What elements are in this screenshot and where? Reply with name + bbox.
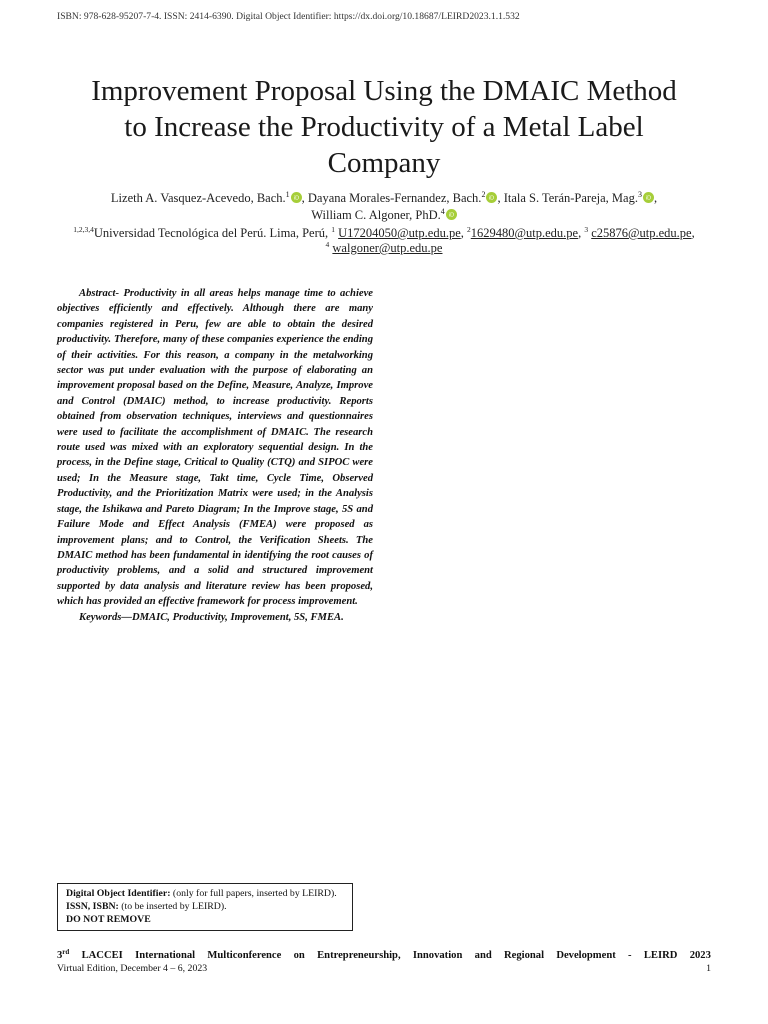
author-sep-2: , <box>497 191 504 205</box>
footer-sup: rd <box>62 948 70 956</box>
email-link-1[interactable]: U17204050@utp.edu.pe <box>338 226 461 240</box>
author-3-name: Itala S. Terán-Pareja, Mag. <box>503 191 638 205</box>
footer-row-2 <box>57 963 711 974</box>
affiliation-text: Universidad Tecnológica del Perú. Lima, Perú, <box>93 226 332 240</box>
footer-word: and <box>474 950 492 961</box>
author-sep-1: , <box>301 191 308 205</box>
email-link-2[interactable]: 1629480@utp.edu.pe <box>470 226 579 240</box>
svg-text:iD: iD <box>293 195 299 202</box>
author-1-name: Lizeth A. Vasquez-Acevedo, Bach. <box>110 191 286 205</box>
abstract-section <box>57 286 373 625</box>
footer-word: 3rd <box>57 948 70 961</box>
title-line-1: Improvement Proposal Using the DMAIC Method <box>91 75 677 107</box>
orcid-icon[interactable] <box>486 192 497 203</box>
author-list <box>40 190 728 224</box>
orcid-icon[interactable] <box>291 192 302 203</box>
email-1-sup: 1 <box>331 225 336 234</box>
issn-note: (to be inserted by LEIRD). <box>118 900 227 912</box>
author-4-sup: 4 <box>440 207 445 216</box>
orcid-icon[interactable] <box>446 209 457 220</box>
email-4-sup: 4 <box>325 240 330 249</box>
author-2-name: Dayana Morales-Fernandez, Bach. <box>307 191 482 205</box>
doi-line <box>66 888 352 901</box>
footer-word: - <box>628 950 632 961</box>
page-footer <box>57 950 711 974</box>
footer-word: 2023 <box>689 950 711 961</box>
email-3-sup: 3 <box>584 225 589 234</box>
footer-word: on <box>293 950 305 961</box>
svg-text:iD: iD <box>489 195 495 202</box>
author-3-sup: 3 <box>637 190 642 199</box>
footer-word: LACCEI <box>81 950 123 961</box>
affiliation-sup: 1,2,3,4 <box>73 225 94 234</box>
email-link-4[interactable]: walgoner@utp.edu.pe <box>332 241 443 255</box>
footer-word: Regional <box>504 950 545 961</box>
title-line-2: to Increase the Productivity of a Metal Label <box>124 111 644 143</box>
author-line-2 <box>40 207 728 224</box>
author-4-name: William C. Algoner, PhD. <box>311 208 441 222</box>
title-line-3: Company <box>327 147 441 179</box>
footer-word: Innovation <box>412 950 463 961</box>
footer-word: Development <box>556 950 616 961</box>
footer-word: Entrepreneurship, <box>317 950 401 961</box>
doi-label: Digital Object Identifier: <box>66 888 171 899</box>
paper-title <box>40 73 728 181</box>
author-1-sup: 1 <box>285 190 290 199</box>
footer-word: International <box>135 950 196 961</box>
affiliation-line-1: $^{1,2,3,4}$Universidad Tecnológica del Perú. Lima, Perú, $^1$ U17204050@utp.edu.pe, $^2$1629480@utp.edu.pe, $^3$ c25876@utp.edu.pe, <box>73 225 695 240</box>
issn-label: ISSN, ISBN: <box>66 900 119 912</box>
author-line-1 <box>40 190 728 207</box>
header-identifier-line: ISBN: 978-628-95207-7-4. ISSN: 2414-6390. Digital Object Identifier: https://dx.doi.org/10.18687/LEIRD2023.1.1.532 <box>57 11 520 22</box>
svg-text:iD: iD <box>645 195 652 202</box>
email-link-3[interactable]: c25876@utp.edu.pe <box>591 226 692 240</box>
page-number: 1 <box>706 963 711 974</box>
issn-line <box>66 901 352 914</box>
keywords: Keywords—DMAIC, Productivity, Improvement, 5S, FMEA. <box>79 611 344 623</box>
footer-conference <box>57 950 711 961</box>
footer-word: LEIRD <box>643 950 678 961</box>
affiliation-block <box>40 226 728 256</box>
footer-word: Multiconference <box>207 950 282 961</box>
affiliation-line-2 <box>40 241 728 256</box>
do-not-remove: DO NOT REMOVE <box>66 913 151 925</box>
orcid-icon[interactable] <box>643 192 654 203</box>
doi-notice-box <box>57 883 353 931</box>
doi-note: (only for full papers, inserted by LEIRD). <box>170 888 337 899</box>
footer-edition: Virtual Edition, December 4 – 6, 2023 <box>57 963 208 974</box>
svg-text:iD: iD <box>448 212 454 219</box>
abstract-body: Abstract- Productivity in all areas helps manage time to achieve objectives efficiently and effectively. Although there are many companies registered in Peru, few are able to obtain the desired productivity. Therefore, many of these companies experience the ending of their activities. For this reason, a company in the metalworking sector was put under evaluation with the purpose of elaborating an improvement proposal based on the Define, Measure, Analyze, Improve and Control (DMAIC) method, to increase productivity. Reports obtained from observation techniques, interviews and questionnaires were used to facilitate the accomplishment of DMAIC. The research route used was mixed with an exploratory sequential design. In the process, in the Define stage, Critical to Quality (CTQ) and SIPOC were used; In the Measure stage, Takt time, Cycle Time, Observed Productivity, and the Prioritization Matrix were used; in the Analysis stage, the Ishikawa and Pareto Diagram; In the Improve stage, 5S and Failure Mode and Effect Analysis (FMEA) were proposed as improvement plans; and to Control, the Verification Sheets. The DMAIC method has been fundamental in identifying the root causes of productivity problems, and a solid and structured improvement supported by data analysis and literature review has been proposed, which has provided an effective framework for process improvement. <box>57 288 373 608</box>
author-sep-3: , <box>653 191 658 205</box>
email-2-sup: 2 <box>467 225 471 234</box>
author-2-sup: 2 <box>481 190 486 199</box>
